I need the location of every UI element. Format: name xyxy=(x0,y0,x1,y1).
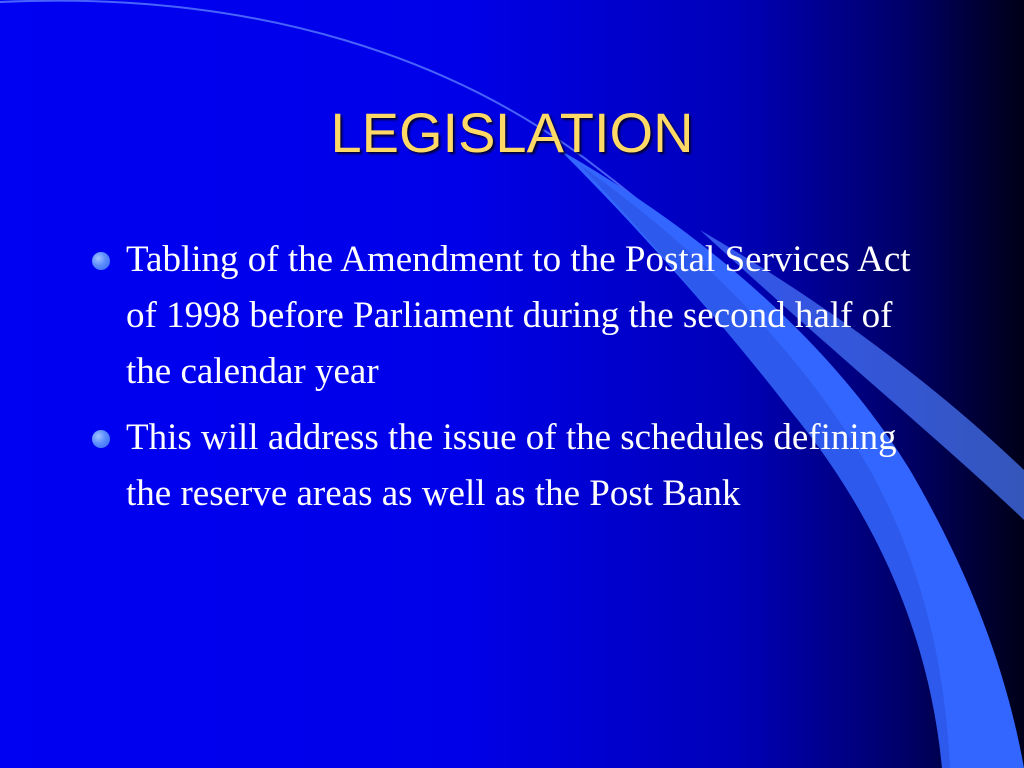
bullet-text: This will address the issue of the schedules defining the reserve areas as well as the Post Bank xyxy=(126,417,897,514)
bullet-item xyxy=(88,410,938,522)
bullet-text: Tabling of the Amendment to the Postal Services Act of 1998 before Parliament during the second half of the calendar year xyxy=(126,239,911,392)
bullet-dot-icon xyxy=(92,430,110,448)
bullet-dot-icon xyxy=(92,252,110,270)
slide-title: LEGISLATION xyxy=(330,101,694,164)
bullet-list xyxy=(88,232,938,532)
bullet-item xyxy=(88,232,938,400)
